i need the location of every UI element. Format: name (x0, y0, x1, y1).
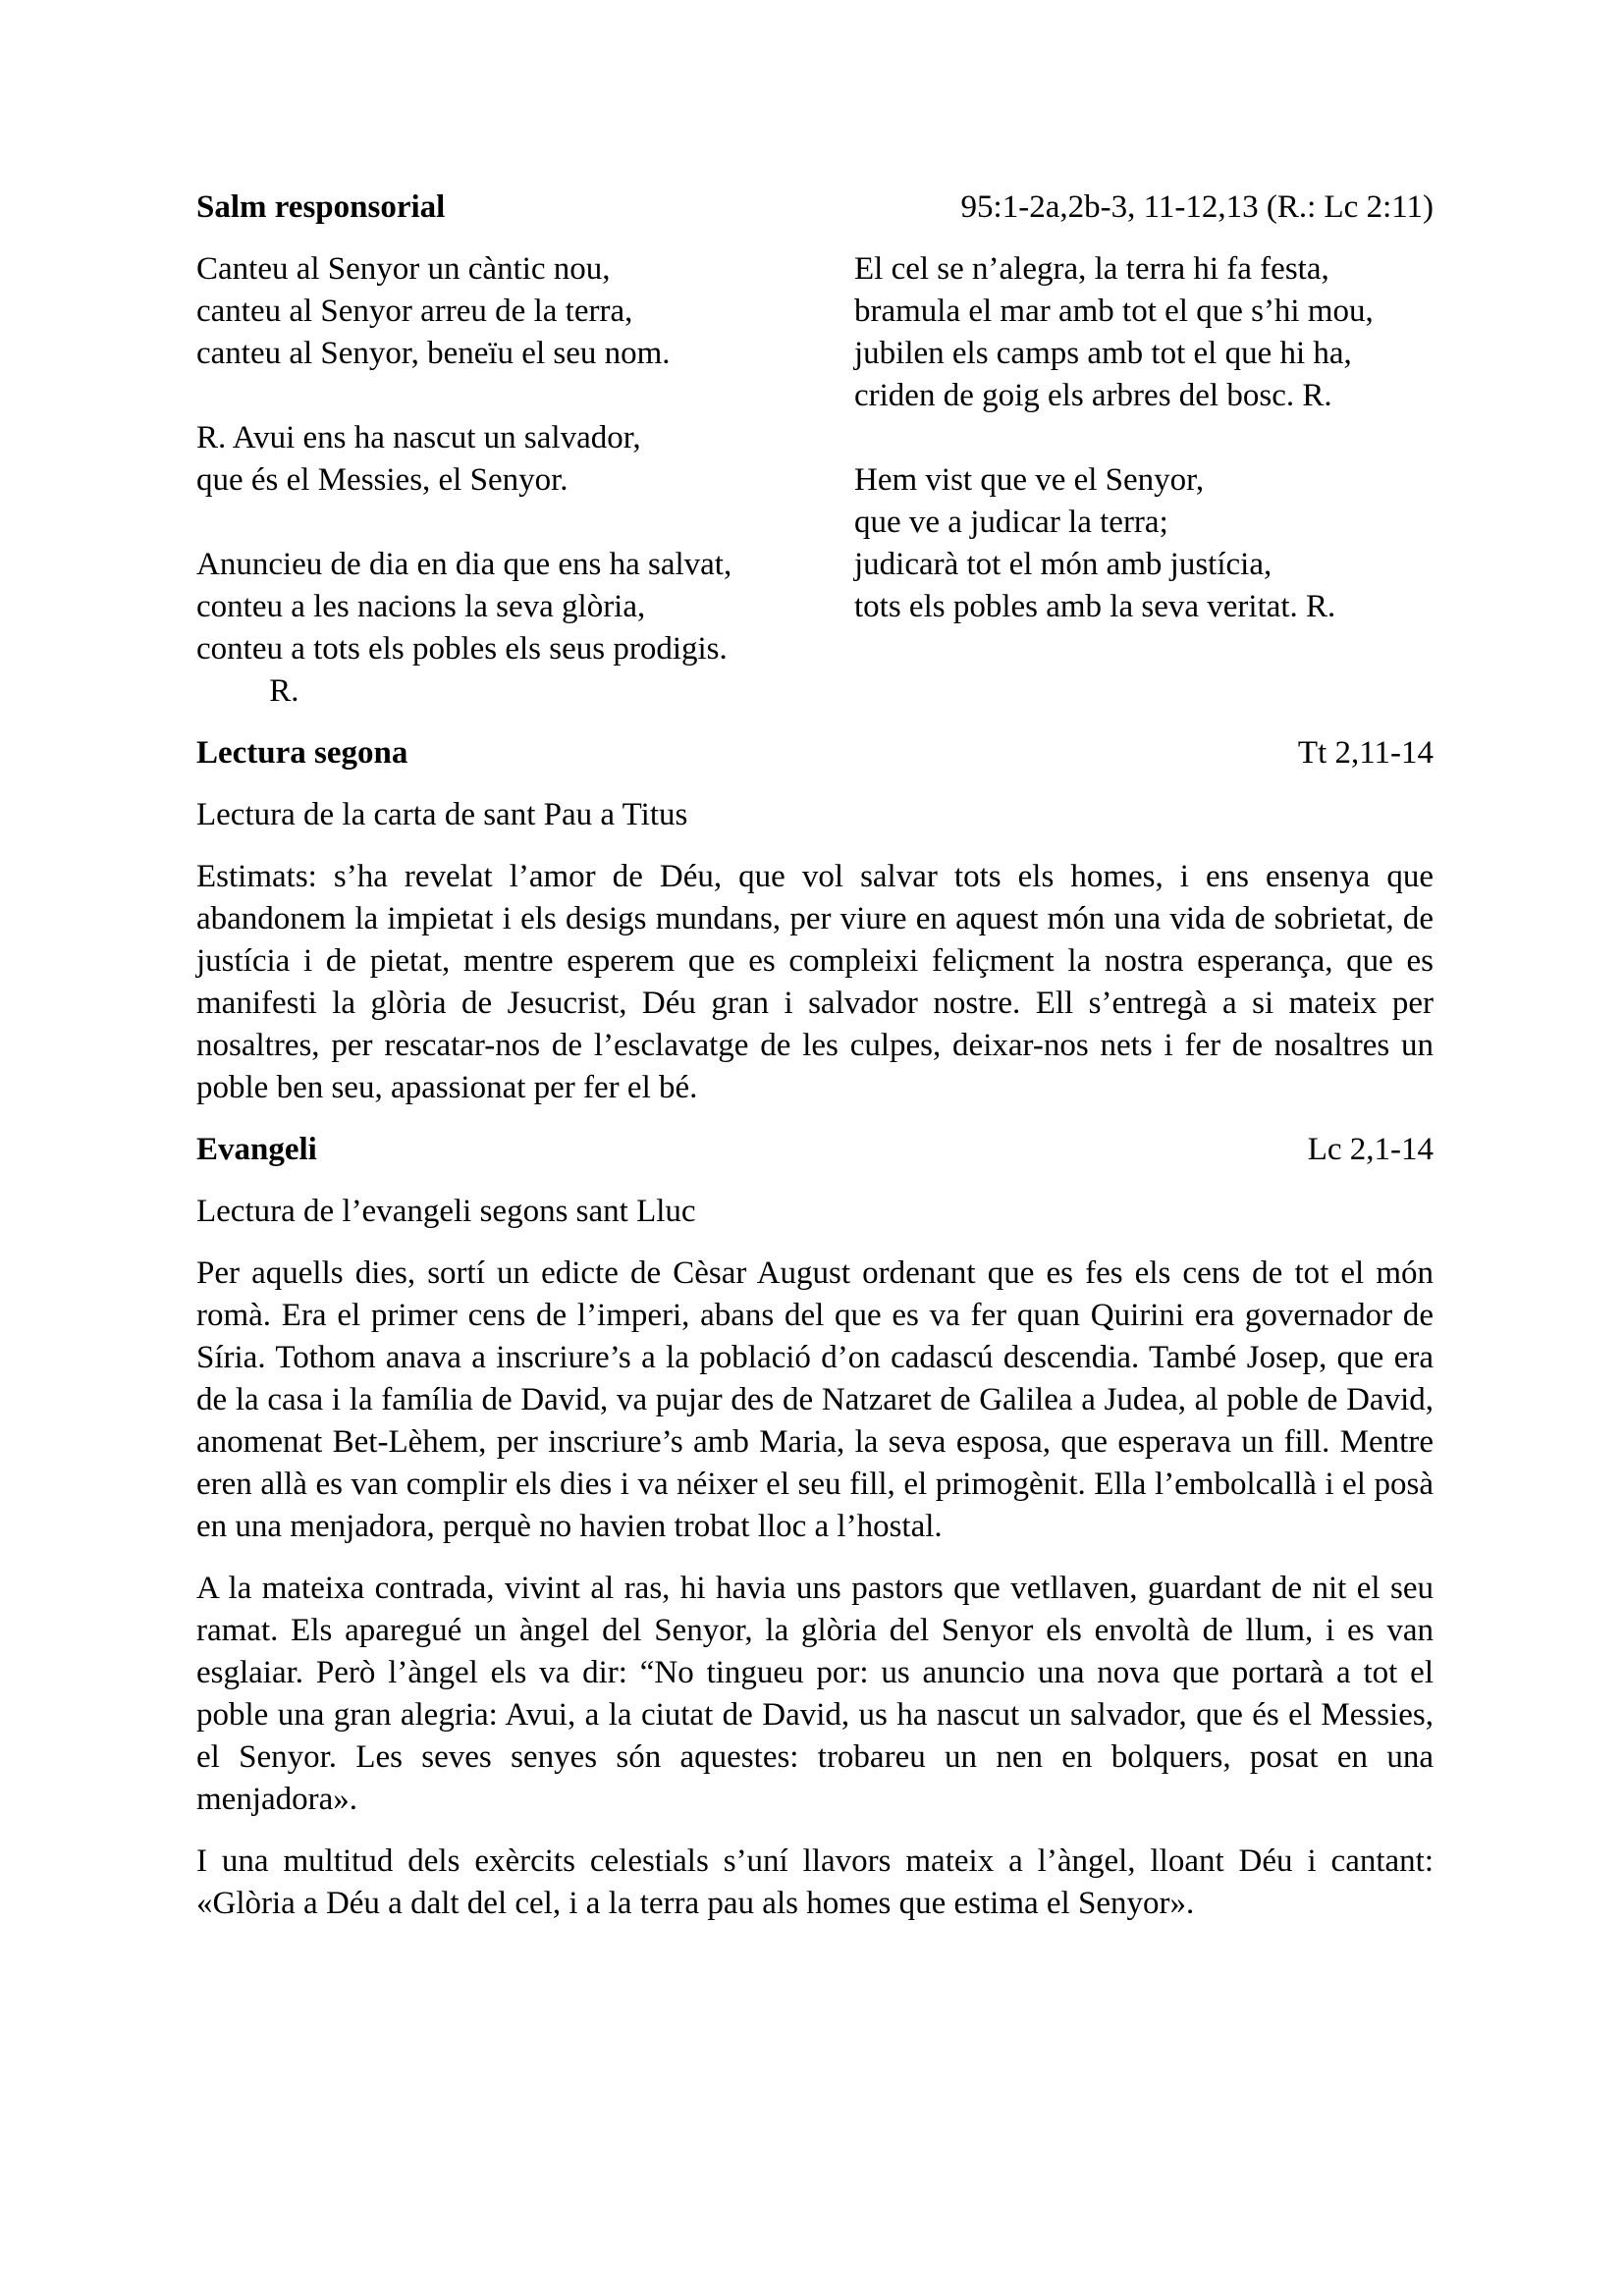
second-reading-header (196, 732, 1434, 774)
psalm-line: R. Avui ens ha nascut un salvador, (196, 420, 641, 455)
psalm-line-blank (854, 417, 1434, 459)
psalm-line: El cel se n’alegra, la terra hi fa festa, (854, 251, 1329, 287)
psalm-line: judicarà tot el món amb justícia, (854, 547, 1272, 582)
second-reading-title: Lectura segona (196, 735, 408, 771)
gospel-paragraph-3: I una multitud dels exèrcits celestials s’uní llavors mateix a l’àngel, lloant Déu i cantant: «Glòria a Déu a dalt del cel, i a la terra pau als homes que estima el Senyor». (196, 1843, 1434, 1921)
gospel-paragraph-2: A la mateixa contrada, vivint al ras, hi havia uns pastors que vetllaven, guardant de nit el seu ramat. Els aparegué un àngel del Senyor, la glòria del Senyor els envoltà de llum, i es van esglaiar. Però l’àngel els va dir: “No tingueu por: us anuncio una nova que portarà a tot el poble una gran alegria: Avui, a la ciutat de David, us ha nascut un salvador, que és el Messies, el Senyor. Les seves senyes són aquestes: trobareu un nen en bolquers, posat en una menjadora». (196, 1571, 1434, 1817)
psalm-line: conteu a les nacions la seva glòria, (196, 589, 646, 624)
psalm-line: canteu al Senyor, beneïu el seu nom. (196, 336, 671, 371)
psalm-section (196, 187, 1434, 713)
gospel-header (196, 1129, 1434, 1171)
psalm-line: criden de goig els arbres del bosc. R. (854, 378, 1332, 413)
psalm-line: conteu a tots els pobles els seus prodigis. (196, 631, 728, 667)
second-reading-body: Estimats: s’ha revelat l’amor de Déu, que vol salvar tots els homes, i ens ensenya que abandonem la impietat i els desigs mundans, per viure en aquest món una vida de sobrietat, de justícia i de pietat, mentre esperem que es compleixi feliçment la nostra esperança, que es manifesti la glòria de Jesucrist, Déu gran i salvador nostre. Ell s’entregà a si mateix per nosaltres, per rescatar-nos de l’esclavatge de les culpes, deixar-nos nets i fer de nosaltres un poble ben seu, apassionat per fer el bé. (196, 859, 1434, 1105)
gospel-title: Evangeli (196, 1132, 317, 1167)
psalm-line: que és el Messies, el Senyor. (196, 462, 568, 498)
gospel-paragraph-1: Per aquells dies, sortí un edicte de Cèsar August ordenant que es fes els cens de tot el món romà. Era el primer cens de l’imperi, abans del que es va fer quan Quirini era governador de Síria. Tothom anava a inscriure’s a la població d’on cadascú descendia. També Josep, que era de la casa i la família de David, va pujar des de Natzaret de Galilea a Judea, al poble de David, anomenat Bet-Lèhem, per inscriure’s amb Maria, la seva esposa, que esperava un fill. Mentre eren allà es van complir els dies i va néixer el seu fill, el primogènit. Ella l’embolcallà i el posà en una menjadora, perquè no havien trobat lloc a l’hostal. (196, 1255, 1434, 1544)
gospel-reference: Lc 2,1-14 (1307, 1132, 1434, 1167)
psalm-header (196, 187, 1434, 229)
psalm-line: que ve a judicar la terra; (854, 505, 1168, 540)
psalm-line-response: R. (196, 673, 299, 709)
psalm-columns (196, 248, 1434, 713)
psalm-title: Salm responsorial (196, 189, 446, 225)
gospel-source: Lectura de l’evangeli segons sant Lluc (196, 1194, 696, 1229)
psalm-right-column (854, 248, 1434, 713)
psalm-line: Hem vist que ve el Senyor, (854, 462, 1205, 498)
gospel-section (196, 1129, 1434, 1925)
second-reading-reference: Tt 2,11-14 (1297, 735, 1434, 771)
psalm-reference: 95:1-2a,2b-3, 11-12,13 (R.: Lc 2:11) (960, 189, 1434, 225)
psalm-line: canteu al Senyor arreu de la terra, (196, 294, 633, 329)
psalm-line: tots els pobles amb la seva veritat. R. (854, 589, 1336, 624)
psalm-line: Canteu al Senyor un càntic nou, (196, 251, 611, 287)
psalm-line: bramula el mar amb tot el que s’hi mou, (854, 294, 1374, 329)
second-reading-section (196, 732, 1434, 1109)
psalm-line-blank (196, 375, 854, 417)
psalm-line: Anuncieu de dia en dia que ens ha salvat, (196, 547, 732, 582)
psalm-line-blank (196, 502, 854, 544)
psalm-left-column (196, 248, 854, 713)
psalm-line: jubilen els camps amb tot el que hi ha, (854, 336, 1352, 371)
second-reading-source: Lectura de la carta de sant Pau a Titus (196, 797, 688, 832)
